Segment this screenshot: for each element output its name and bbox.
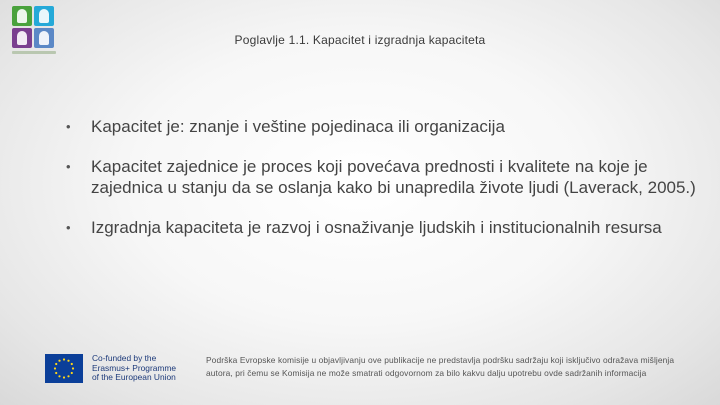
eu-star-icon: [67, 360, 69, 362]
eu-star-icon: [55, 363, 57, 365]
eu-star-icon: [67, 375, 69, 377]
bullet-marker: •: [66, 220, 71, 235]
bullet-item: [66, 116, 706, 137]
logo-caption: [12, 51, 56, 54]
eu-star-icon: [54, 367, 56, 369]
page-title: Poglavlje 1.1. Kapacitet i izgradnja kapaciteta: [234, 33, 486, 47]
eu-flag-icon: [45, 354, 83, 383]
eu-star-icon: [71, 372, 73, 374]
bullet-item: [66, 217, 706, 238]
eu-star-icon: [55, 372, 57, 374]
bullet-text: Kapacitet je: znanje i veštine pojedinaca ili organizacija: [91, 117, 505, 136]
eu-star-icon: [63, 376, 65, 378]
bullet-text: Izgradnja kapaciteta je razvoj i osnaživanje ljudskih i institucionalnih resursa: [91, 218, 662, 237]
eu-star-icon: [63, 358, 65, 360]
eu-star-icon: [72, 367, 74, 369]
bullet-marker: •: [66, 159, 71, 174]
bullet-list: [66, 116, 706, 238]
cofunded-label: [92, 354, 192, 383]
eu-star-icon: [71, 363, 73, 365]
eu-star-icon: [58, 375, 60, 377]
bullet-item: [66, 156, 706, 198]
cofunded-line: Erasmus+ Programme: [92, 362, 177, 373]
logo-tile: [12, 6, 32, 26]
cofunded-line: Co-funded by the: [92, 353, 157, 363]
bullet-marker: •: [66, 119, 71, 134]
disclaimer-text: Podrška Evropske komisije u objavljivanju ove publikacije ne predstavlja podršku sadržaju koji isključivo odražava mišljenja autora, pri čemu se Komisija ne može smatrati odgovornom za bilo kakvu dalju upotrebu ovde sadržanih informacija: [206, 355, 675, 378]
logo-tile: [34, 6, 54, 26]
cofunded-line: of the European Union: [92, 372, 176, 383]
bullet-text: Kapacitet zajednice je proces koji povećava prednosti i kvalitete na koje je zajednica u stanju da se oslanja kako bi unapredila živote ljudi (Laverack, 2005.): [91, 157, 696, 197]
eu-star-icon: [58, 360, 60, 362]
project-logo-icon: [12, 6, 56, 58]
